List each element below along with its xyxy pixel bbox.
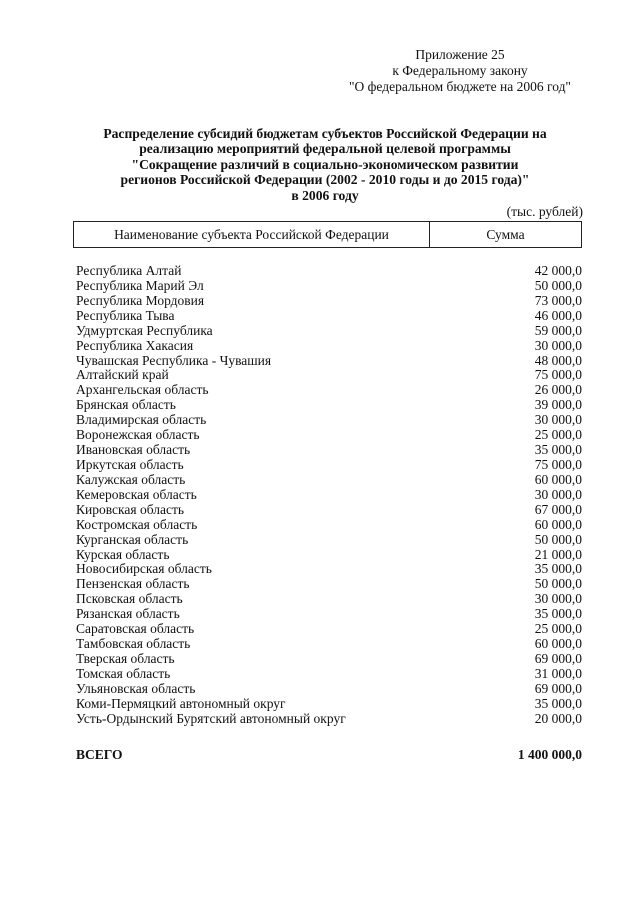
table-row: [76, 562, 582, 577]
region-name: Курская область: [76, 546, 170, 562]
region-name: Усть-Ордынский Бурятский автономный округ: [76, 710, 346, 726]
appendix-law-title: "О федеральном бюджете на 2006 год": [349, 79, 571, 94]
title-line-5: в 2006 году: [291, 187, 359, 203]
subsidy-amount: 30 000,0: [534, 412, 582, 428]
region-name: Чувашская Республика - Чувашия: [76, 352, 272, 368]
region-name: Калужская область: [76, 471, 186, 487]
region-name: Тамбовская область: [76, 636, 191, 652]
table-row: [76, 622, 582, 637]
table-row: [76, 473, 582, 488]
subsidy-amount: 35 000,0: [534, 561, 582, 577]
table-row: [76, 592, 582, 607]
region-name: Новосибирская область: [76, 561, 212, 577]
region-name: Алтайский край: [76, 367, 169, 383]
appendix-header: [330, 47, 590, 95]
subsidy-amount: 46 000,0: [534, 307, 582, 323]
table-row: [76, 428, 582, 443]
table-row: [76, 697, 582, 712]
subsidy-amount: 42 000,0: [534, 263, 582, 278]
subsidy-amount: 30 000,0: [534, 337, 582, 353]
region-name: Республика Хакасия: [76, 337, 194, 353]
region-name: Тверская область: [76, 650, 175, 666]
table-row: [76, 443, 582, 458]
total-row: [76, 747, 582, 763]
subsidy-amount: 75 000,0: [534, 367, 582, 383]
subsidy-amount: 31 000,0: [534, 665, 582, 681]
subsidy-amount: 73 000,0: [534, 292, 582, 308]
title-line-2: реализацию мероприятий федеральной целевой программы: [139, 141, 511, 157]
table-row: [76, 548, 582, 563]
subsidy-amount: 20 000,0: [534, 710, 582, 726]
table-row: [76, 413, 582, 428]
subsidy-amount: 35 000,0: [534, 606, 582, 622]
subsidy-amount: 50 000,0: [534, 576, 582, 592]
table-row: [76, 279, 582, 294]
appendix-number: Приложение 25: [415, 47, 505, 62]
table-row: [76, 398, 582, 413]
table-row: [76, 533, 582, 548]
region-name: Республика Мордовия: [76, 292, 205, 308]
subsidy-amount: 48 000,0: [534, 352, 582, 368]
table-row: [76, 682, 582, 697]
table-row: [76, 488, 582, 503]
subsidy-amount: 39 000,0: [534, 397, 582, 413]
region-name: Кемеровская область: [76, 486, 197, 502]
region-name: Ульяновская область: [76, 680, 196, 696]
region-name: Томская область: [76, 665, 171, 681]
region-name: Псковская область: [76, 591, 183, 607]
region-name: Кировская область: [76, 501, 185, 517]
subsidy-amount: 69 000,0: [534, 650, 582, 666]
table-row: [76, 383, 582, 398]
region-name: Республика Марий Эл: [76, 277, 204, 293]
table-row: [76, 503, 582, 518]
subsidy-amount: 60 000,0: [534, 636, 582, 652]
subsidy-amount: 60 000,0: [534, 471, 582, 487]
table-row: [76, 309, 582, 324]
column-header-sum: Сумма: [486, 226, 525, 242]
appendix-law-ref: к Федеральному закону: [392, 63, 528, 78]
table-row: [76, 294, 582, 309]
column-header-name: Наименование субъекта Российской Федерации: [74, 222, 430, 247]
region-name: Саратовская область: [76, 621, 195, 637]
subsidy-amount: 50 000,0: [534, 531, 582, 547]
region-name: Удмуртская Республика: [76, 322, 213, 338]
subsidy-amount: 59 000,0: [534, 322, 582, 338]
region-name: Иркутская область: [76, 456, 184, 472]
units-label: (тыс. рублей): [506, 204, 583, 219]
table-row: [76, 368, 582, 383]
subsidy-amount: 30 000,0: [534, 486, 582, 502]
region-name: Республика Алтай: [76, 263, 182, 278]
region-name: Ивановская область: [76, 442, 191, 458]
title-line-1: Распределение субсидий бюджетам субъектов Российской Федерации на: [103, 126, 547, 141]
table-row: [76, 324, 582, 339]
region-name: Коми-Пермяцкий автономный округ: [76, 695, 286, 711]
table-row: [76, 354, 582, 369]
total-value: 1 400 000,0: [517, 747, 582, 762]
subsidy-amount: 25 000,0: [534, 621, 582, 637]
table-row: [76, 577, 582, 592]
subsidy-amount: 30 000,0: [534, 591, 582, 607]
table-row: [76, 458, 582, 473]
subsidy-amount: 75 000,0: [534, 456, 582, 472]
table-row: [76, 264, 582, 279]
table-body: [76, 264, 582, 727]
region-name: Костромская область: [76, 516, 198, 532]
total-label: ВСЕГО: [76, 747, 123, 762]
region-name: Брянская область: [76, 397, 176, 413]
document-title: [60, 126, 590, 203]
region-name: Пензенская область: [76, 576, 190, 592]
table-row: [76, 339, 582, 354]
table-row: [76, 518, 582, 533]
region-name: Республика Тыва: [76, 307, 175, 323]
table-row: [76, 607, 582, 622]
table-header: [73, 221, 582, 248]
title-line-3: "Сокращение различий в социально-экономическом развитии: [131, 156, 519, 172]
region-name: Воронежская область: [76, 427, 200, 443]
subsidy-amount: 50 000,0: [534, 277, 582, 293]
subsidy-amount: 25 000,0: [534, 427, 582, 443]
table-row: [76, 652, 582, 667]
subsidy-amount: 26 000,0: [534, 382, 582, 398]
subsidy-amount: 35 000,0: [534, 695, 582, 711]
table-row: [76, 637, 582, 652]
subsidy-amount: 60 000,0: [534, 516, 582, 532]
region-name: Рязанская область: [76, 606, 180, 622]
region-name: Курганская область: [76, 531, 189, 547]
title-line-4: регионов Российской Федерации (2002 - 2010 годы и до 2015 года)": [120, 172, 530, 188]
region-name: Архангельская область: [76, 382, 209, 398]
subsidy-amount: 67 000,0: [534, 501, 582, 517]
table-row: [76, 712, 582, 727]
subsidy-amount: 69 000,0: [534, 680, 582, 696]
subsidy-amount: 35 000,0: [534, 442, 582, 458]
table-row: [76, 667, 582, 682]
subsidy-amount: 21 000,0: [534, 546, 582, 562]
region-name: Владимирская область: [76, 412, 207, 428]
